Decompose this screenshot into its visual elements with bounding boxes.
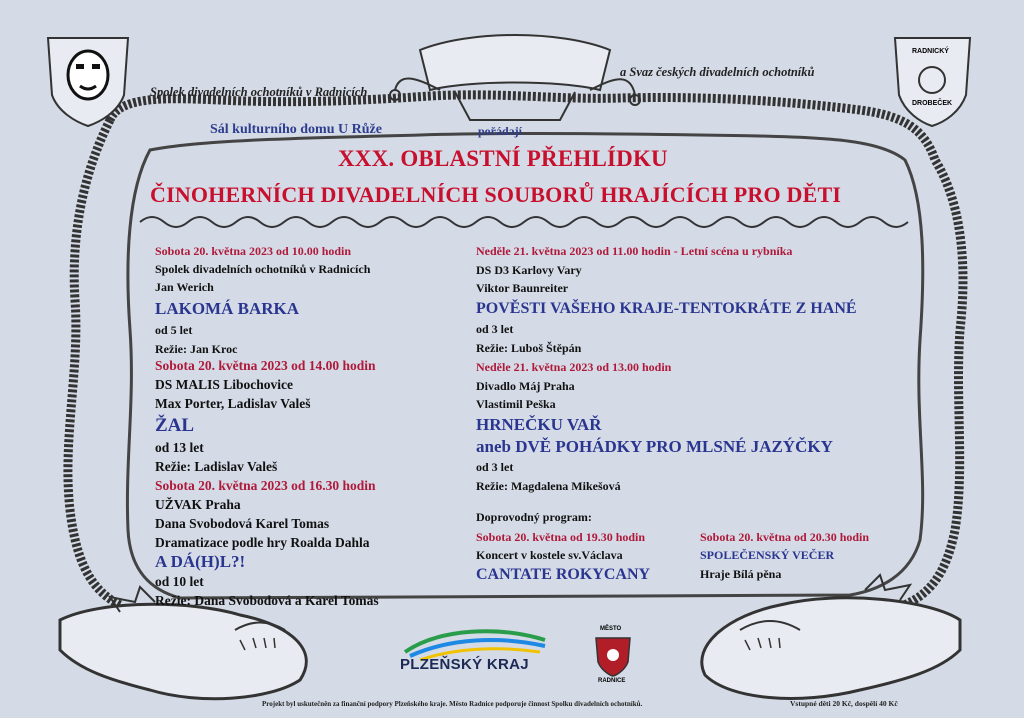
event-director: Režie: Luboš Štěpán xyxy=(476,341,582,355)
event-age: od 3 let xyxy=(476,322,514,336)
event-4 xyxy=(476,244,857,356)
footer-admission: Vstupné děti 20 Kč, dospělí 40 Kč xyxy=(790,699,898,708)
event-director: Režie: Ladislav Valeš xyxy=(155,459,278,474)
event-author: Vlastimil Peška xyxy=(476,397,556,411)
event-play: HRNEČKU VAŘ xyxy=(476,415,602,434)
event-age: od 5 let xyxy=(155,323,193,337)
left-organizer: Spolek divadelních ochotníků v Radnicích xyxy=(150,85,368,99)
event-director: Režie: Magdalena Mikešová xyxy=(476,479,621,493)
footer-note: Projekt byl uskutečněn za finanční podpory Plzeňského kraje. Město Radnice podporuje činnost Spolku divadelních ochotníků. xyxy=(262,700,643,708)
event-play: A DÁ(H)L?! xyxy=(155,552,246,571)
event-age: od 3 let xyxy=(476,460,514,474)
event-1 xyxy=(155,244,370,357)
event-group: UŽVAK Praha xyxy=(155,497,241,512)
event-5 xyxy=(476,360,833,494)
event-director: Režie: Jan Kroc xyxy=(155,342,238,356)
event-play-subtitle: aneb DVĚ POHÁDKY PRO MLSNÉ JAZÝČKY xyxy=(476,437,833,456)
event-age: od 10 let xyxy=(155,574,204,589)
accompanying-heading: Doprovodný program: xyxy=(476,510,592,524)
event-group: DS D3 Karlovy Vary xyxy=(476,263,582,277)
event-group: DS MALIS Libochovice xyxy=(155,377,294,392)
accompanying-name: SPOLEČENSKÝ VEČER xyxy=(700,548,835,562)
event-play: LAKOMÁ BARKA xyxy=(155,299,300,318)
title-line-1: XXX. OBLASTNÍ PŘEHLÍDKU xyxy=(338,146,668,171)
event-note: Dramatizace podle hry Roalda Dahla xyxy=(155,535,370,550)
accompanying-name: CANTATE ROKYCANY xyxy=(476,566,651,583)
venue: Sál kulturního domu U Růže xyxy=(210,122,382,137)
accompanying-date: Sobota 20. května od 20.30 hodin xyxy=(700,530,870,544)
event-author: Max Porter, Ladislav Valeš xyxy=(155,396,311,411)
event-date: Sobota 20. května 2023 od 14.00 hodin xyxy=(155,358,376,373)
event-3 xyxy=(155,478,379,609)
right-badge-bottom: DROBEČEK xyxy=(912,100,953,107)
accompanying-desc: Hraje Bílá pěna xyxy=(700,567,782,581)
accompanying-date: Sobota 20. května od 19.30 hodin xyxy=(476,530,646,544)
town-logo-top: MĚSTO xyxy=(600,626,622,632)
organizes-label: pořádají xyxy=(478,124,523,138)
event-age: od 13 let xyxy=(155,440,204,455)
event-group: Spolek divadelních ochotníků v Radnicích xyxy=(155,262,371,276)
title-line-2: ČINOHERNÍCH DIVADELNÍCH SOUBORŮ HRAJÍCÍCH PRO DĚTI xyxy=(150,182,842,207)
event-date: Sobota 20. května 2023 od 10.00 hodin xyxy=(155,244,352,258)
event-author: Viktor Baunreiter xyxy=(476,281,569,295)
accompanying-item-1 xyxy=(476,530,650,584)
right-badge-top: RADNICKÝ xyxy=(912,48,949,55)
event-author: Dana Svobodová Karel Tomas xyxy=(155,516,330,531)
accompanying-item-2 xyxy=(700,530,869,582)
event-play: ŽAL xyxy=(155,415,195,436)
event-play: POVĚSTI VAŠEHO KRAJE-TENTOKRÁTE Z HANÉ xyxy=(476,300,857,317)
event-2 xyxy=(155,358,376,475)
accompanying-desc: Koncert v kostele sv.Václava xyxy=(476,548,623,562)
event-director: Režie: Dana Svobodová a Karel Tomas xyxy=(155,593,379,608)
event-date: Neděle 21. května 2023 od 11.00 hodin - Letní scéna u rybníka xyxy=(476,244,793,258)
town-logo-bottom: RADNICE xyxy=(598,678,626,684)
event-date: Sobota 20. května 2023 od 16.30 hodin xyxy=(155,478,376,493)
region-logo-text: PLZEŇSKÝ KRAJ xyxy=(400,656,529,673)
event-date: Neděle 21. května 2023 od 13.00 hodin xyxy=(476,360,672,374)
right-organizer: a Svaz českých divadelních ochotníků xyxy=(620,65,815,79)
event-author: Jan Werich xyxy=(155,280,214,294)
event-group: Divadlo Máj Praha xyxy=(476,379,575,393)
